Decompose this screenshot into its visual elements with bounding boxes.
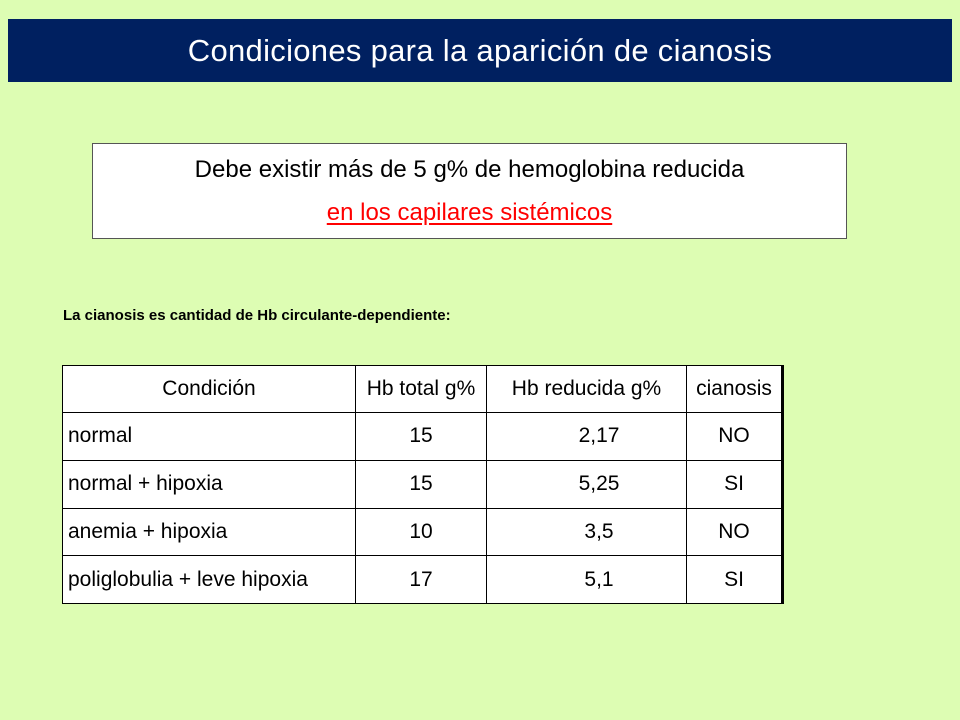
header-cianosis: cianosis [687,366,783,413]
cell-hb-reducida: 2,17 [487,413,687,461]
cell-condicion: normal + hipoxia [63,460,356,508]
cell-cianosis: SI [687,556,783,604]
callout-highlight: en los capilares sistémicos [326,199,613,226]
cell-condicion: normal [63,413,356,461]
cell-hb-total: 10 [356,508,487,556]
cell-hb-reducida: 5,25 [487,460,687,508]
cell-condicion: anemia + hipoxia [63,508,356,556]
table-caption: La cianosis es cantidad de Hb circulante-dependiente: [63,307,451,324]
callout-statement: Debe existir más de 5 g% de hemoglobina reducida [194,156,745,183]
header-hb-total: Hb total g% [356,366,487,413]
cell-cianosis: NO [687,413,783,461]
cell-hb-total: 17 [356,556,487,604]
title-bar [8,19,952,82]
table-row [63,556,783,604]
callout-box [92,143,847,239]
cell-cianosis: NO [687,508,783,556]
cell-hb-total: 15 [356,413,487,461]
cell-condicion: poliglobulia + leve hipoxia [63,556,356,604]
header-hb-reducida: Hb reducida g% [487,366,687,413]
table-header-row [63,366,783,413]
table-row [63,508,783,556]
header-condicion: Condición [63,366,356,413]
cell-hb-total: 15 [356,460,487,508]
table-row [63,413,783,461]
table-row [63,460,783,508]
slide-title: Condiciones para la aparición de cianosis [187,32,773,68]
cell-cianosis: SI [687,460,783,508]
cyanosis-conditions-table [62,365,784,604]
cell-hb-reducida: 3,5 [487,508,687,556]
cell-hb-reducida: 5,1 [487,556,687,604]
